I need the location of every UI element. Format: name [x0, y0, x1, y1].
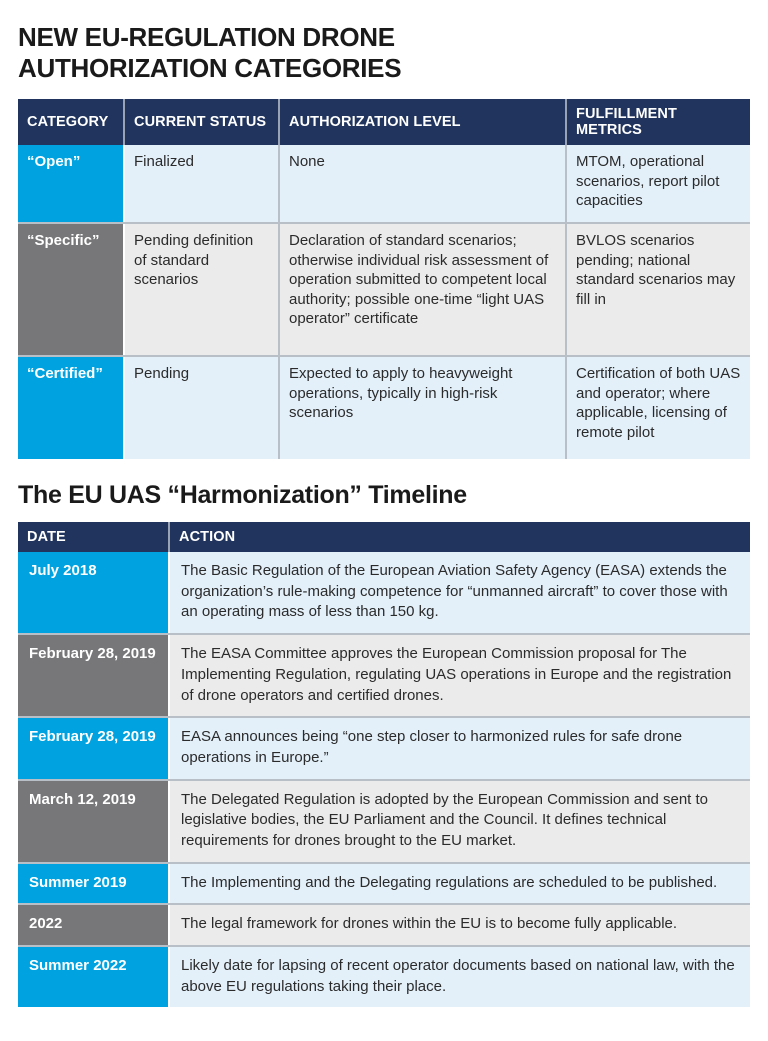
harmonization-timeline-table: [18, 522, 750, 1007]
table-row: [18, 863, 750, 905]
table-row: [18, 356, 750, 459]
timeline-table-head: [18, 522, 750, 552]
category-label-open: “Open”: [18, 145, 124, 223]
timeline-table-body: [18, 552, 750, 1007]
page-title-line-1: NEW EU-REGULATION DRONE: [18, 22, 395, 52]
cell-fulfillment-metrics-specific: BVLOS scenarios pending; national standard scenarios may fill in: [566, 223, 750, 356]
page-title-line-2: AUTHORIZATION CATEGORIES: [18, 52, 402, 83]
timeline-date-3: February 28, 2019: [18, 717, 169, 779]
timeline-action-2: The EASA Committee approves the European Commission proposal for The Implementing Regulation, regulating UAS operations in Europe and the registration of drone operators and certified drones.: [169, 634, 750, 717]
timeline-action-4: The Delegated Regulation is adopted by the European Commission and sent to legislative bodies, the EU Parliament and the Council. It defines technical requirements for drones brought to the EU market.: [169, 780, 750, 863]
category-label-certified: “Certified”: [18, 356, 124, 459]
timeline-action-1: The Basic Regulation of the European Aviation Safety Agency (EASA) extends the organization’s rule-making competence for “unmanned aircraft” to cover those with an operating mass of less than 150 kg.: [169, 552, 750, 634]
timeline-action-6: The legal framework for drones within the EU is to become fully applicable.: [169, 904, 750, 946]
column-header-action: ACTION: [169, 522, 750, 552]
table-row: [18, 552, 750, 634]
table-row: [18, 145, 750, 223]
cell-authorization-level-certified: Expected to apply to heavyweight operations, typically in high-risk scenarios: [279, 356, 566, 459]
timeline-header-row: [18, 522, 750, 552]
cell-current-status-specific: Pending definition of standard scenarios: [124, 223, 279, 356]
timeline-action-5: The Implementing and the Delegating regulations are scheduled to be published.: [169, 863, 750, 905]
page-title-categories: [18, 22, 750, 83]
categories-header-row: [18, 99, 750, 145]
column-header-fulfillment-metrics: FULFILLMENT METRICS: [566, 99, 750, 145]
table-row: [18, 223, 750, 356]
cell-current-status-certified: Pending: [124, 356, 279, 459]
timeline-action-3: EASA announces being “one step closer to harmonized rules for safe drone operations in Europe.”: [169, 717, 750, 779]
timeline-date-5: Summer 2019: [18, 863, 169, 905]
table-row: [18, 634, 750, 717]
category-label-specific: “Specific”: [18, 223, 124, 356]
column-header-date: DATE: [18, 522, 169, 552]
timeline-date-1: July 2018: [18, 552, 169, 634]
table-row: [18, 780, 750, 863]
column-header-current-status: CURRENT STATUS: [124, 99, 279, 145]
table-row: [18, 904, 750, 946]
timeline-date-2: February 28, 2019: [18, 634, 169, 717]
column-header-category: CATEGORY: [18, 99, 124, 145]
table-row: [18, 946, 750, 1007]
timeline-date-4: March 12, 2019: [18, 780, 169, 863]
timeline-date-6: 2022: [18, 904, 169, 946]
cell-fulfillment-metrics-certified: Certification of both UAS and operator; where applicable, licensing of remote pilot: [566, 356, 750, 459]
categories-table-head: [18, 99, 750, 145]
column-header-authorization-level: AUTHORIZATION LEVEL: [279, 99, 566, 145]
timeline-date-7: Summer 2022: [18, 946, 169, 1007]
timeline-action-7: Likely date for lapsing of recent operator documents based on national law, with the above EU regulations taking their place.: [169, 946, 750, 1007]
categories-table-body: [18, 145, 750, 459]
page-title-timeline: The EU UAS “Harmonization” Timeline: [18, 481, 467, 510]
cell-current-status-open: Finalized: [124, 145, 279, 223]
authorization-categories-table: [18, 99, 750, 459]
table-row: [18, 717, 750, 779]
cell-authorization-level-open: None: [279, 145, 566, 223]
cell-fulfillment-metrics-open: MTOM, operational scenarios, report pilot capacities: [566, 145, 750, 223]
cell-authorization-level-specific: Declaration of standard scenarios; otherwise individual risk assessment of operation submitted to competent local authority; possible one-time “light UAS operator” certificate: [279, 223, 566, 356]
